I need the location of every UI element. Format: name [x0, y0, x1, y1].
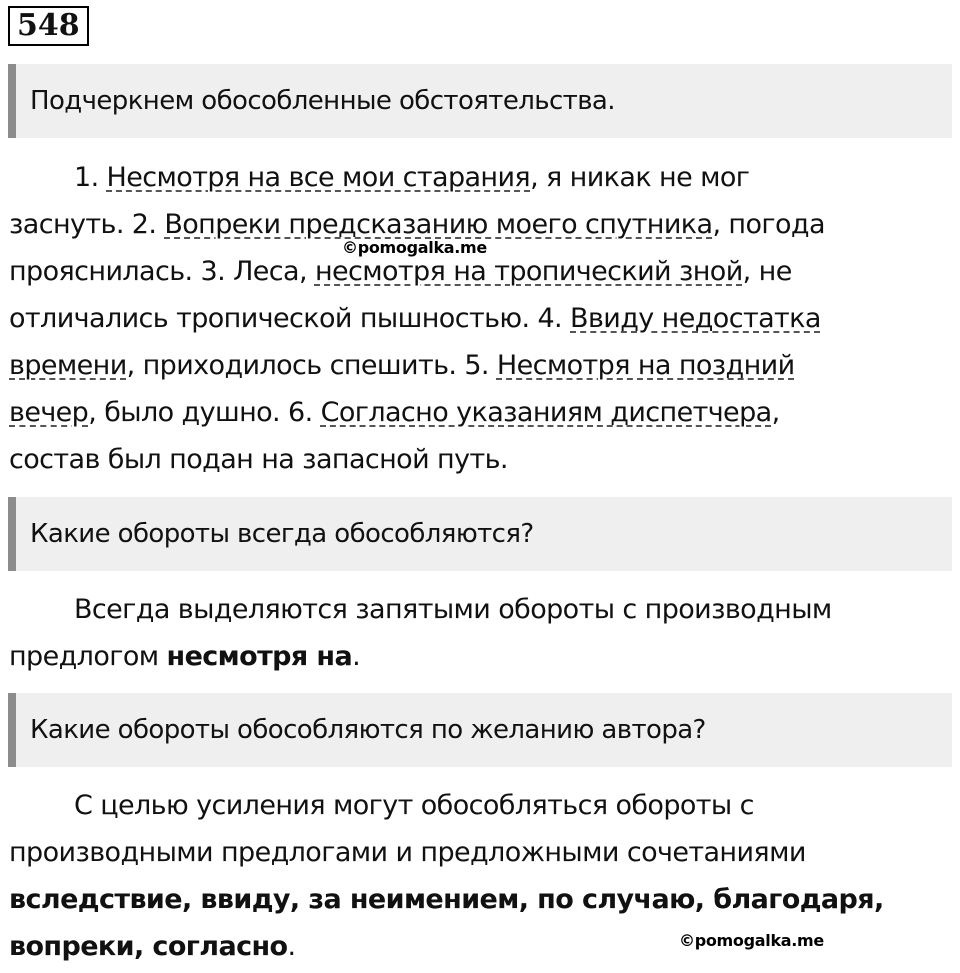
- text-line: [9, 389, 944, 436]
- text-line: [9, 342, 944, 389]
- text-line: [9, 633, 944, 680]
- text-segment: .: [352, 641, 361, 672]
- text-segment: , приходилось спешить. 5.: [126, 350, 497, 381]
- underlined-adverbial: вечер: [9, 397, 89, 428]
- bold-term: несмотря на: [166, 641, 353, 672]
- text-segment: ,: [771, 397, 780, 428]
- text-segment: .: [287, 931, 296, 962]
- bold-term: вопреки, согласно: [9, 931, 288, 962]
- question-2: [8, 497, 952, 571]
- text-line: [9, 154, 944, 201]
- text-segment: 1.: [74, 162, 107, 193]
- text-segment: Всегда выделяются запятыми обороты с производным: [74, 594, 832, 625]
- underlined-adverbial: Согласно указаниям диспетчера: [320, 397, 772, 428]
- watermark-text-bottom: ©pomogalka.me: [679, 931, 824, 950]
- text-line: [9, 295, 944, 342]
- text-line: [9, 436, 944, 483]
- bold-term: вследствие, ввиду, за неимением, по случаю, благодаря,: [9, 884, 884, 915]
- text-segment: производными предлогами и предложными сочетаниями: [9, 837, 806, 868]
- answer-1: [9, 154, 944, 483]
- exercise-number: 548: [8, 6, 89, 46]
- text-segment: предлогом: [9, 641, 167, 672]
- text-segment: , я никак не мог: [530, 162, 750, 193]
- text-line: [9, 586, 944, 633]
- text-segment: С целью усиления могут обособляться обороты с: [74, 790, 754, 821]
- underlined-adverbial: Несмотря на поздний: [496, 350, 795, 381]
- text-segment: прояснилась. 3. Леса,: [9, 256, 315, 287]
- underlined-adverbial: времени: [9, 350, 127, 381]
- underlined-adverbial: Несмотря на все мои старания: [106, 162, 531, 193]
- watermark-text: ©pomogalka.me: [342, 238, 487, 257]
- text-line: [9, 829, 944, 876]
- question-3: [8, 693, 952, 767]
- text-segment: , было душно. 6.: [88, 397, 321, 428]
- underlined-adverbial: Ввиду недостатка: [570, 303, 821, 334]
- question-1: [8, 64, 952, 138]
- text-segment: , не: [742, 256, 792, 287]
- answer-2: [9, 586, 944, 680]
- underlined-adverbial: несмотря на тропический зной: [314, 256, 743, 287]
- text-segment: отличались тропической пышностью. 4.: [9, 303, 571, 334]
- text-segment: состав был подан на запасной путь.: [9, 444, 508, 475]
- question-2-text: Какие обороты всегда обособляются?: [30, 519, 534, 549]
- text-line: [9, 782, 944, 829]
- text-segment: заснуть. 2.: [9, 209, 165, 240]
- underlined-adverbial: Вопреки предсказанию моего спутника: [164, 209, 713, 240]
- text-line: [9, 876, 944, 923]
- question-3-text: Какие обороты обособляются по желанию автора?: [30, 715, 706, 745]
- text-segment: , погода: [712, 209, 825, 240]
- question-1-text: Подчеркнем обособленные обстоятельства.: [30, 86, 615, 116]
